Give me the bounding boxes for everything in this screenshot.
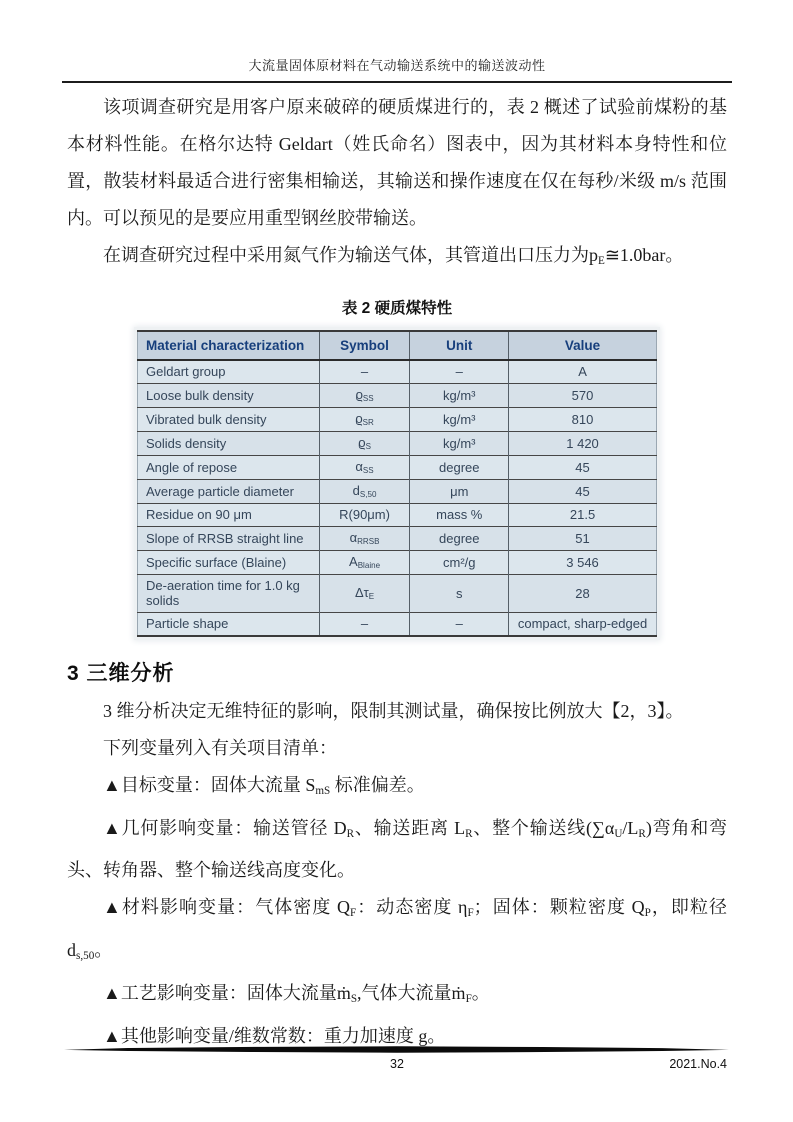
running-head-title: 大流量固体原材料在气动输送系统中的输送波动性 (248, 58, 546, 73)
cell-value: 570 (509, 383, 657, 407)
cell-material: Geldart group (138, 360, 320, 384)
cell-material: De-aeration time for 1.0 kg solids (138, 574, 320, 612)
header-rule (62, 81, 732, 83)
col-header-symbol: Symbol (319, 331, 410, 360)
table-row (138, 550, 657, 574)
cell-symbol: – (319, 360, 410, 384)
cell-value: 21.5 (509, 503, 657, 526)
cell-material: Specific surface (Blaine) (138, 550, 320, 574)
cell-material: Angle of repose (138, 455, 320, 479)
intro-paragraph-2: 在调查研究过程中采用氮气作为输送气体，其管道出口压力为$p_E≅1.0bar$。 (103, 245, 684, 267)
col-header-unit: Unit (410, 331, 509, 360)
cell-unit: – (410, 612, 509, 636)
section-paragraph-1: 3 维分析决定无维特征的影响，限制其测试量，确保按比例放大【2，3】。 (103, 700, 684, 721)
cell-unit: degree (410, 526, 509, 550)
table-row (138, 431, 657, 455)
cell-material: Particle shape (138, 612, 320, 636)
table-row (138, 360, 657, 384)
coal-properties-table-scan (137, 330, 657, 637)
cell-symbol: $ϱ_S$ (319, 431, 410, 455)
cell-unit: s (410, 574, 509, 612)
table-row (138, 455, 657, 479)
cell-symbol: – (319, 612, 410, 636)
coal-properties-table (137, 330, 657, 637)
cell-unit: kg/m³ (410, 407, 509, 431)
cell-value: 1 420 (509, 431, 657, 455)
cell-unit: – (410, 360, 509, 384)
cell-unit: kg/m³ (410, 431, 509, 455)
intro-section (67, 89, 727, 280)
intro-paragraph-1: 该项调查研究是用客户原来破碎的硬质煤进行的，表 2 概述了试验前煤粉的基本材料性能。在格尔达特 Geldart（姓氏命名）图表中，因为其材料本身特性和位置，散装材料最适合进行密集相输送，其输送和操作速度在仅在每秒/米级 m/s 范围内。可以预见的是要应用重型钢丝胶带输送。 (67, 97, 727, 228)
cell-symbol: $\Delta\tau_E$ (319, 574, 410, 612)
cell-value: 28 (509, 574, 657, 612)
table-row (138, 407, 657, 431)
table-caption: 表 2 硬质煤特性 (341, 299, 453, 317)
table-row (138, 526, 657, 550)
table-row (138, 383, 657, 407)
cell-material: Average particle diameter (138, 479, 320, 503)
cell-value: 45 (509, 479, 657, 503)
cell-symbol: R(90μm) (319, 503, 410, 526)
cell-value: 45 (509, 455, 657, 479)
bullet-process-variables: ▲工艺影响变量：固体大流量ṁ$_S$,气体大流量ṁ$_F$。 (103, 982, 490, 1005)
table-row (138, 479, 657, 503)
cell-symbol: $A_{Blaine}$ (319, 550, 410, 574)
cell-symbol: $ϱ_{SR}$ (319, 407, 410, 431)
cell-unit: mass % (410, 503, 509, 526)
cell-symbol: $\alpha_{SS}$ (319, 455, 410, 479)
cell-value: A (509, 360, 657, 384)
section-heading-3d-analysis: 3 三维分析 (67, 661, 175, 685)
bullet-geometry-variables: ▲几何影响变量：输送管径 $D_R$、输送距离 $L_R$、整个输送线$(\sum\alpha_U/L_R)$弯角和弯头、转角器、整个输送线高度变化。 (67, 817, 727, 881)
cell-value: 810 (509, 407, 657, 431)
cell-value: 51 (509, 526, 657, 550)
cell-material: Solids density (138, 431, 320, 455)
table-header-row (138, 331, 657, 360)
bullet-material-variables: ▲材料影响变量：气体密度 $Q_F$：动态密度 $\eta_F$；固体：颗粒密度 $Q_P$，即粒径 $d_{s,50}$。 (67, 897, 728, 962)
table-row (138, 574, 657, 612)
page-number: 32 (390, 1057, 404, 1071)
col-header-material: Material characterization (138, 331, 320, 360)
cell-value: compact, sharp-edged (509, 612, 657, 636)
cell-material: Residue on 90 μm (138, 503, 320, 526)
cell-unit: cm²/g (410, 550, 509, 574)
cell-material: Loose bulk density (138, 383, 320, 407)
cell-material: Vibrated bulk density (138, 407, 320, 431)
cell-material: Slope of RRSB straight line (138, 526, 320, 550)
issue-label: 2021.No.4 (669, 1057, 727, 1071)
table-row (138, 612, 657, 636)
cell-unit: degree (410, 455, 509, 479)
bullet-other-variables: ▲其他影响变量/维数常数：重力加速度 g。 (103, 1025, 446, 1046)
section-3-body (67, 693, 727, 1055)
section-paragraph-2: 下列变量列入有关项目清单： (103, 737, 337, 758)
cell-unit: kg/m³ (410, 383, 509, 407)
cell-unit: μm (410, 479, 509, 503)
bullet-target-variable: ▲目标变量：固体大流量 $S_{mS}$ 标准偏差。 (103, 774, 425, 797)
cell-symbol: $ϱ_{SS}$ (319, 383, 410, 407)
col-header-value: Value (509, 331, 657, 360)
cell-value: 3 546 (509, 550, 657, 574)
cell-symbol: $\alpha_{RRSB}$ (319, 526, 410, 550)
table-row (138, 503, 657, 526)
cell-symbol: $d_{S,50}$ (319, 479, 410, 503)
